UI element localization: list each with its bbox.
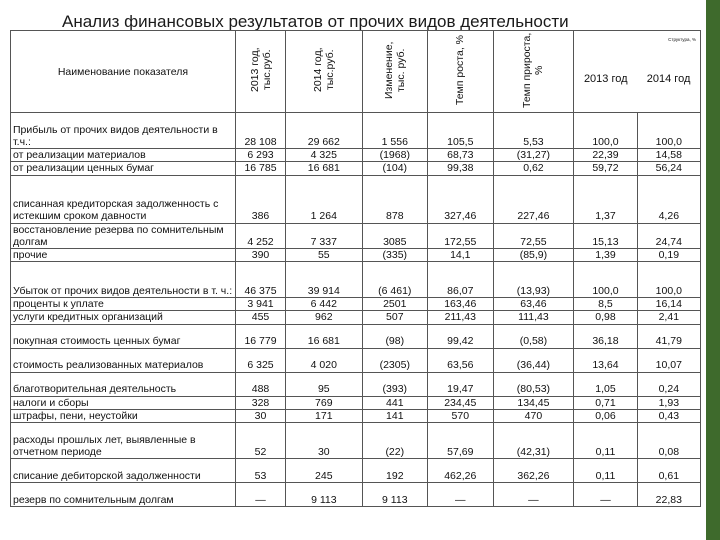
cell-s2013: 0,11 (574, 459, 637, 483)
cell-s2013: 36,18 (574, 324, 637, 348)
cell-growth: 14,1 (428, 249, 494, 262)
cell-v2013: 52 (235, 423, 285, 459)
financial-results-table-wrapper (10, 30, 701, 507)
cell-increase: 72,55 (493, 223, 574, 248)
cell-v2013: 30 (235, 409, 285, 422)
cell-s2014: 10,07 (637, 348, 700, 372)
cell-change: (2305) (362, 348, 428, 372)
cell-increase: (42,31) (493, 423, 574, 459)
cell-increase: (36,44) (493, 348, 574, 372)
table-row (11, 423, 701, 459)
row-label: стоимость реализованных материалов (11, 348, 236, 372)
cell-v2014: 245 (286, 459, 362, 483)
cell-s2013: 1,39 (574, 249, 637, 262)
cell-s2013: 13,64 (574, 348, 637, 372)
cell-s2014: 0,61 (637, 459, 700, 483)
cell-growth: 99,42 (428, 324, 494, 348)
cell-s2014: 22,83 (637, 483, 700, 507)
table-row (11, 262, 701, 298)
cell-change: 3085 (362, 223, 428, 248)
table-row (11, 175, 701, 223)
cell-increase: 227,46 (493, 175, 574, 223)
cell-v2013: 6 325 (235, 348, 285, 372)
row-label: резерв по сомнительным долгам (11, 483, 236, 507)
table-row (11, 459, 701, 483)
cell-growth: 99,38 (428, 162, 494, 175)
table-header-row (11, 31, 701, 113)
cell-s2013: 22,39 (574, 149, 637, 162)
cell-change: (393) (362, 372, 428, 396)
cell-v2013: 16 779 (235, 324, 285, 348)
table-row (11, 396, 701, 409)
cell-change: (335) (362, 249, 428, 262)
cell-change: 1 556 (362, 113, 428, 149)
cell-v2013: 386 (235, 175, 285, 223)
cell-growth: 19,47 (428, 372, 494, 396)
cell-s2014: 4,26 (637, 175, 700, 223)
table-row (11, 324, 701, 348)
cell-v2013: 53 (235, 459, 285, 483)
cell-s2013: 1,05 (574, 372, 637, 396)
cell-increase: 0,62 (493, 162, 574, 175)
cell-v2014: 9 113 (286, 483, 362, 507)
cell-v2013: 390 (235, 249, 285, 262)
header-change: Изменение, тыс. руб. (362, 31, 428, 113)
cell-increase: 134,45 (493, 396, 574, 409)
financial-results-table (10, 30, 701, 507)
cell-v2013: 455 (235, 311, 285, 324)
cell-v2014: 1 264 (286, 175, 362, 223)
cell-change: 192 (362, 459, 428, 483)
cell-increase: (85,9) (493, 249, 574, 262)
cell-v2014: 16 681 (286, 162, 362, 175)
cell-v2013: — (235, 483, 285, 507)
cell-growth: 105,5 (428, 113, 494, 149)
cell-growth: 570 (428, 409, 494, 422)
cell-increase: (31,27) (493, 149, 574, 162)
header-growth: Темп роста, % (428, 31, 494, 113)
cell-s2013: 0,11 (574, 423, 637, 459)
row-label: от реализации ценных бумаг (11, 162, 236, 175)
cell-growth: 172,55 (428, 223, 494, 248)
cell-s2014: 41,79 (637, 324, 700, 348)
cell-change: 507 (362, 311, 428, 324)
cell-s2013: 15,13 (574, 223, 637, 248)
cell-s2014: 1,93 (637, 396, 700, 409)
header-structure (574, 31, 701, 113)
cell-v2014: 4 020 (286, 348, 362, 372)
cell-s2013: 0,06 (574, 409, 637, 422)
cell-change: (22) (362, 423, 428, 459)
header-increase: Темп прироста, % (493, 31, 574, 113)
cell-change: (104) (362, 162, 428, 175)
cell-increase: (0,58) (493, 324, 574, 348)
cell-change: 2501 (362, 298, 428, 311)
cell-s2013: 0,71 (574, 396, 637, 409)
cell-s2013: 0,98 (574, 311, 637, 324)
cell-change: 441 (362, 396, 428, 409)
table-row (11, 149, 701, 162)
cell-change: 141 (362, 409, 428, 422)
cell-v2014: 30 (286, 423, 362, 459)
cell-v2014: 7 337 (286, 223, 362, 248)
cell-increase: (13,93) (493, 262, 574, 298)
cell-v2014: 16 681 (286, 324, 362, 348)
cell-s2013: — (574, 483, 637, 507)
cell-s2014: 0,24 (637, 372, 700, 396)
cell-v2014: 29 662 (286, 113, 362, 149)
header-structure-2013: 2013 год (583, 72, 628, 85)
cell-growth: — (428, 483, 494, 507)
cell-growth: 86,07 (428, 262, 494, 298)
cell-s2014: 0,19 (637, 249, 700, 262)
cell-change: 9 113 (362, 483, 428, 507)
table-body (11, 113, 701, 507)
cell-s2013: 100,0 (574, 262, 637, 298)
table-row (11, 162, 701, 175)
cell-v2014: 171 (286, 409, 362, 422)
row-label: услуги кредитных организаций (11, 311, 236, 324)
cell-v2013: 16 785 (235, 162, 285, 175)
cell-s2013: 8,5 (574, 298, 637, 311)
cell-increase: 5,53 (493, 113, 574, 149)
cell-v2014: 769 (286, 396, 362, 409)
row-label: налоги и сборы (11, 396, 236, 409)
header-name: Наименование показателя (11, 31, 236, 113)
header-structure-2014: 2014 год (646, 72, 691, 85)
cell-growth: 68,73 (428, 149, 494, 162)
cell-growth: 327,46 (428, 175, 494, 223)
row-label: прочие (11, 249, 236, 262)
row-label: от реализации материалов (11, 149, 236, 162)
cell-s2014: 24,74 (637, 223, 700, 248)
cell-change: (98) (362, 324, 428, 348)
header-2014: 2014 год, тыс.руб. (286, 31, 362, 113)
cell-s2014: 56,24 (637, 162, 700, 175)
cell-s2014: 0,43 (637, 409, 700, 422)
cell-increase: 362,26 (493, 459, 574, 483)
cell-growth: 462,26 (428, 459, 494, 483)
cell-growth: 63,56 (428, 348, 494, 372)
cell-s2014: 0,08 (637, 423, 700, 459)
page-title: Анализ финансовых результатов от прочих видов деятельности (62, 12, 569, 31)
cell-v2013: 328 (235, 396, 285, 409)
table-row (11, 311, 701, 324)
row-label: благотворительная деятельность (11, 372, 236, 396)
cell-growth: 57,69 (428, 423, 494, 459)
cell-increase: 111,43 (493, 311, 574, 324)
header-2013: 2013 год, тыс.руб. (235, 31, 285, 113)
cell-change: (6 461) (362, 262, 428, 298)
cell-change: (1968) (362, 149, 428, 162)
cell-v2013: 4 252 (235, 223, 285, 248)
cell-s2013: 100,0 (574, 113, 637, 149)
row-label: проценты к уплате (11, 298, 236, 311)
table-row (11, 298, 701, 311)
cell-growth: 163,46 (428, 298, 494, 311)
cell-growth: 211,43 (428, 311, 494, 324)
row-label: списанная кредиторская задолженность с истекшим сроком давности (11, 175, 236, 223)
cell-increase: 470 (493, 409, 574, 422)
cell-s2014: 100,0 (637, 113, 700, 149)
cell-increase: (80,53) (493, 372, 574, 396)
table-row (11, 348, 701, 372)
table-row (11, 372, 701, 396)
cell-growth: 234,45 (428, 396, 494, 409)
structure-label: Структура, % (668, 37, 696, 42)
cell-v2014: 6 442 (286, 298, 362, 311)
cell-v2013: 6 293 (235, 149, 285, 162)
row-label: списание дебиторской задолженности (11, 459, 236, 483)
table-row (11, 409, 701, 422)
cell-change: 878 (362, 175, 428, 223)
cell-v2014: 4 325 (286, 149, 362, 162)
table-row (11, 249, 701, 262)
row-label: покупная стоимость ценных бумаг (11, 324, 236, 348)
cell-v2014: 39 914 (286, 262, 362, 298)
cell-s2014: 100,0 (637, 262, 700, 298)
cell-v2013: 46 375 (235, 262, 285, 298)
table-row (11, 223, 701, 248)
cell-s2014: 14,58 (637, 149, 700, 162)
cell-s2014: 16,14 (637, 298, 700, 311)
cell-v2013: 28 108 (235, 113, 285, 149)
cell-increase: 63,46 (493, 298, 574, 311)
cell-v2013: 488 (235, 372, 285, 396)
cell-v2013: 3 941 (235, 298, 285, 311)
cell-s2014: 2,41 (637, 311, 700, 324)
cell-s2013: 1,37 (574, 175, 637, 223)
cell-v2014: 95 (286, 372, 362, 396)
slide-edge-bar (706, 0, 720, 540)
table-row (11, 113, 701, 149)
row-label: штрафы, пени, неустойки (11, 409, 236, 422)
row-label: восстановление резерва по сомнительным долгам (11, 223, 236, 248)
row-label: расходы прошлых лет, выявленные в отчетном периоде (11, 423, 236, 459)
cell-s2013: 59,72 (574, 162, 637, 175)
row-label: Прибыль от прочих видов деятельности в т.ч.: (11, 113, 236, 149)
table-row (11, 483, 701, 507)
cell-v2014: 962 (286, 311, 362, 324)
cell-increase: — (493, 483, 574, 507)
cell-v2014: 55 (286, 249, 362, 262)
row-label: Убыток от прочих видов деятельности в т. ч.: (11, 262, 236, 298)
